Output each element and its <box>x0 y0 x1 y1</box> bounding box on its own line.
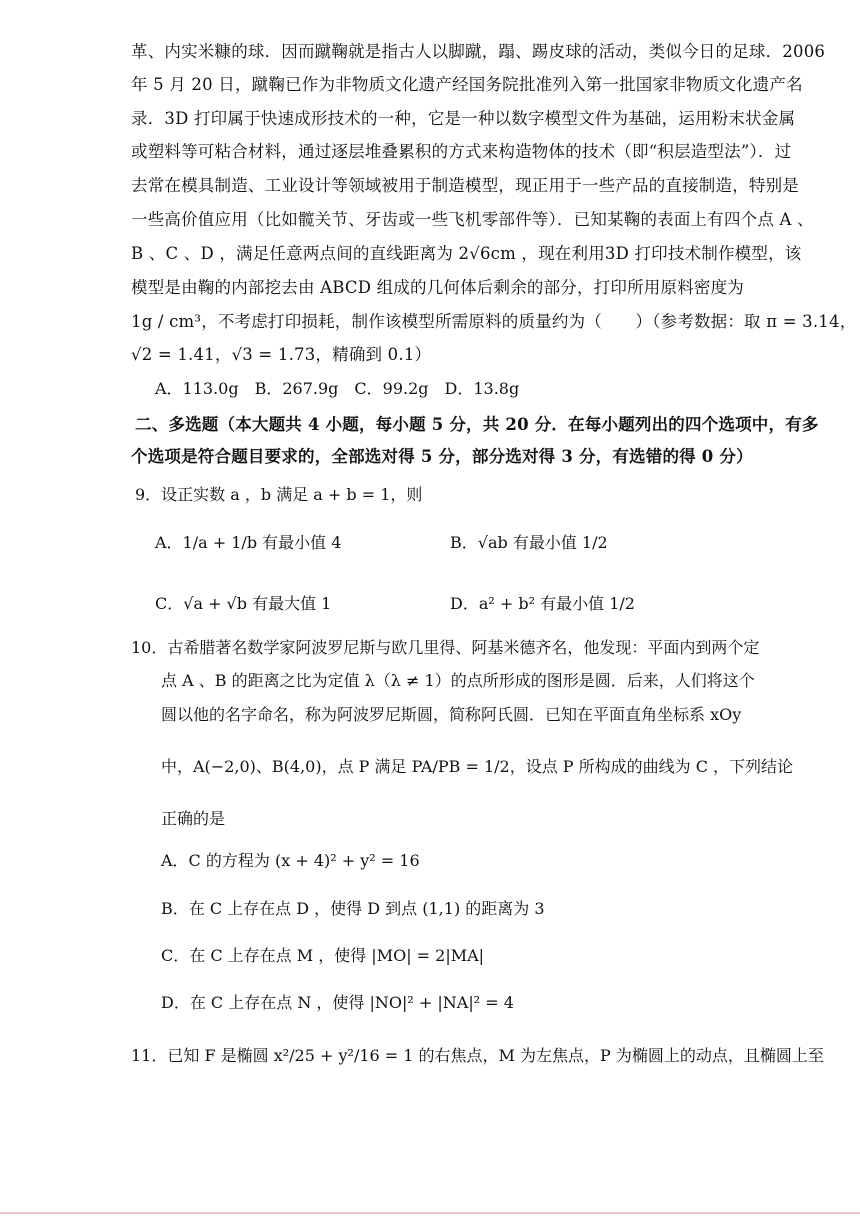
text-line: 1g / cm³，不考虑打印损耗，制作该模型所需原料的质量约为（ ）（参考数据：取 π = 3.14， <box>131 312 857 331</box>
text-line: 模型是由鞠的内部挖去由 ABCD 组成的几何体后剩余的部分，打印所用原料密度为 <box>131 278 744 297</box>
section-heading: 二、多选题（本大题共 4 小题，每小题 5 分，共 20 分．在每小题列出的四个选项中，有多 <box>135 415 819 434</box>
q10-line: 中，A(−2,0)、B(4,0)，点 P 满足 PA/PB = 1/2，设点 P 所构成的曲线为 C ，下列结论 <box>161 757 794 776</box>
q10-option-c: C．在 C 上存在点 M ，使得 |MO| = 2|MA| <box>161 946 485 965</box>
text-line: 录．3D 打印属于快速成形技术的一种，它是一种以数字模型文件为基础，运用粉末状金属 <box>131 109 796 128</box>
text-line: 革、内实米糠的球．因而蹴鞠就是指古人以脚蹴，蹋、踢皮球的活动，类似今日的足球．2006 <box>131 42 826 61</box>
q9-option-a: A．1/a + 1/b 有最小值 4 <box>155 533 342 552</box>
text-line: √2 = 1.41，√3 = 1.73，精确到 0.1） <box>131 345 432 364</box>
q9-option-b: B．√ab 有最小值 1/2 <box>450 533 608 552</box>
text-line: 年 5 月 20 日，蹴鞠已作为非物质文化遗产经国务院批准列入第一批国家非物质文化遗产名 <box>131 75 803 94</box>
q10-option-a: A．C 的方程为 (x + 4)² + y² = 16 <box>161 851 420 870</box>
q9-option-d: D．a² + b² 有最小值 1/2 <box>450 594 635 613</box>
text-line: B 、C 、D ，满足任意两点间的直线距离为 2√6cm ，现在利用3D 打印技术制作模型，该 <box>131 244 802 263</box>
q10-line: 圆以他的名字命名，称为阿波罗尼斯圆，简称阿氏圆．已知在平面直角坐标系 xOy <box>161 705 742 724</box>
q10-option-d: D．在 C 上存在点 N ，使得 |NO|² + |NA|² = 4 <box>161 993 514 1012</box>
q9-option-c: C．√a + √b 有最大值 1 <box>155 594 332 613</box>
q10-option-b: B．在 C 上存在点 D ，使得 D 到点 (1,1) 的距离为 3 <box>161 899 545 918</box>
q8-options: A．113.0g B．267.9g C．99.2g D．13.8g <box>155 379 520 398</box>
q9-stem: 9．设正实数 a ，b 满足 a + b = 1，则 <box>135 485 423 504</box>
page-bottom-divider <box>0 1212 860 1214</box>
text-line: 去常在模具制造、工业设计等领域被用于制造模型，现正用于一些产品的直接制造，特别是 <box>131 176 799 195</box>
q10-line: 正确的是 <box>161 809 226 828</box>
q10-line: 点 A 、B 的距离之比为定值 λ（λ ≠ 1）的点所形成的图形是圆．后来，人们将这个 <box>161 671 755 690</box>
text-line: 或塑料等可粘合材料，通过逐层堆叠累积的方式来构造物体的技术（即“积层造型法”）．过 <box>131 142 792 161</box>
q11-line: 11．已知 F 是椭圆 x²/25 + y²/16 = 1 的右焦点，M 为左焦点，P 为椭圆上的动点，且椭圆上至 <box>131 1046 824 1065</box>
text-line: 一些高价值应用（比如髋关节、牙齿或一些飞机零部件等）．已知某鞠的表面上有四个点 A 、 <box>131 210 814 229</box>
q10-line: 10．古希腊著名数学家阿波罗尼斯与欧几里得、阿基米德齐名，他发现：平面内到两个定 <box>131 638 760 657</box>
section-heading: 个选项是符合题目要求的，全部选对得 5 分，部分选对得 3 分，有选错的得 0 分） <box>131 447 753 466</box>
